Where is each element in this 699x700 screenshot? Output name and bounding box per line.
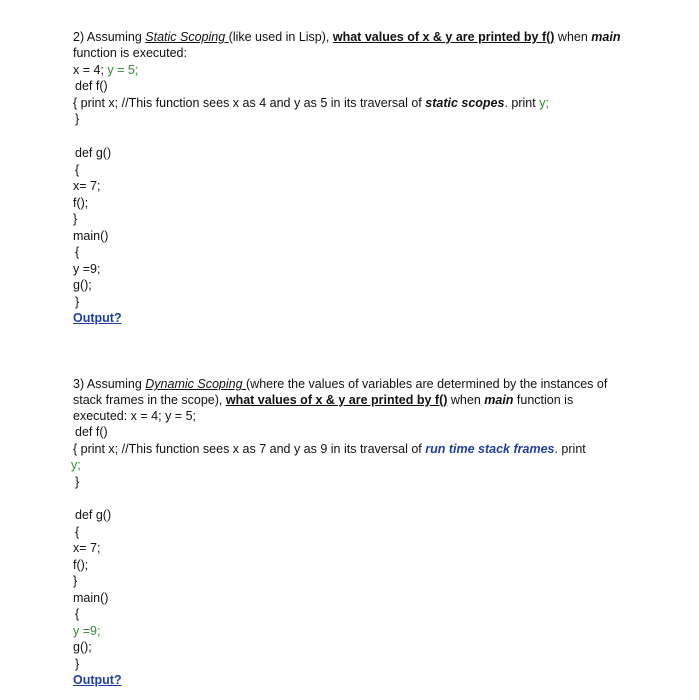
q3-main-close: } — [75, 657, 80, 671]
q2-g-assign-x: x= 7; — [73, 179, 101, 193]
q2-def-g: def g() — [75, 146, 112, 160]
q3-question-emphasis: what values of x & y are printed by f() — [225, 393, 448, 407]
q3-output-label: Output? — [73, 673, 122, 687]
q3-main-term: main — [484, 393, 514, 407]
q2-g-call-f: f(); — [73, 196, 89, 210]
q2-main-assign-y: y =9; — [73, 262, 101, 276]
q3-stack-frames-text: stack frames in the scope), — [73, 393, 226, 407]
q3-def-f: def f() — [75, 425, 108, 439]
q2-main-def: main() — [73, 229, 109, 243]
q2-f-close: } — [75, 112, 80, 126]
q3-number: 3) Assuming — [73, 377, 146, 391]
q2-main-open: { — [75, 245, 80, 259]
q2-main-close: } — [75, 295, 80, 309]
q3-g-call-f: f(); — [73, 558, 89, 572]
q2-g-close: } — [73, 212, 78, 226]
q2-number: 2) Assuming — [73, 30, 146, 44]
q2-lisp-note: (like used in Lisp), — [228, 30, 333, 44]
q3-g-open: { — [75, 525, 80, 539]
q3-f-body — [73, 441, 586, 457]
q2-def-f: def f() — [75, 79, 108, 93]
q3-definition-text: (where the values of variables are determined by the instances of — [246, 377, 608, 391]
q3-init-line: executed: x = 4; y = 5; — [73, 409, 196, 423]
q3-main-call-g: g(); — [73, 640, 92, 654]
q3-g-assign-x: x= 7; — [73, 541, 101, 555]
q3-print-text: . print — [554, 442, 586, 456]
q3-dynamic-scoping-term: Dynamic Scoping — [145, 377, 247, 391]
q2-f-comment: { print x; //This function sees x as 4 and y as 5 in its traversal of — [73, 96, 426, 110]
q3-function-is-text: function is — [513, 393, 574, 407]
q2-static-scoping-term: Static Scoping — [145, 30, 229, 44]
q2-init-x: x = 4; — [73, 63, 108, 77]
q2-line-2: function is executed: — [73, 46, 187, 60]
q3-g-close: } — [73, 574, 78, 588]
q3-heading-line — [73, 376, 607, 392]
q2-main-call-g: g(); — [73, 278, 92, 292]
q2-static-scopes-term: static scopes — [425, 96, 505, 110]
q2-init-y: y = 5; — [107, 63, 139, 77]
q3-f-comment: { print x; //This function sees x as 7 and y as 9 in its traversal of — [73, 442, 426, 456]
q2-question-emphasis: what values of x & y are printed by f() — [332, 30, 555, 44]
q2-when-text: when — [554, 30, 592, 44]
q3-line-2 — [73, 392, 573, 408]
q2-print-text: . print — [504, 96, 540, 110]
q3-main-def: main() — [73, 591, 109, 605]
q2-g-open: { — [75, 163, 80, 177]
q2-f-body — [73, 95, 549, 111]
q3-main-open: { — [75, 607, 80, 621]
q3-main-assign-y: y =9; — [73, 624, 101, 638]
q2-heading-line — [73, 29, 620, 45]
q2-output-label: Output? — [73, 311, 122, 325]
q2-init-line — [73, 62, 138, 78]
q3-print-y: y; — [71, 458, 81, 472]
q2-main-term: main — [591, 30, 621, 44]
q2-print-y: y; — [539, 96, 549, 110]
q3-when-text: when — [447, 393, 485, 407]
q3-run-time-stack-frames-term: run time stack frames — [425, 442, 555, 456]
q3-f-close: } — [75, 475, 80, 489]
q3-def-g: def g() — [75, 508, 112, 522]
